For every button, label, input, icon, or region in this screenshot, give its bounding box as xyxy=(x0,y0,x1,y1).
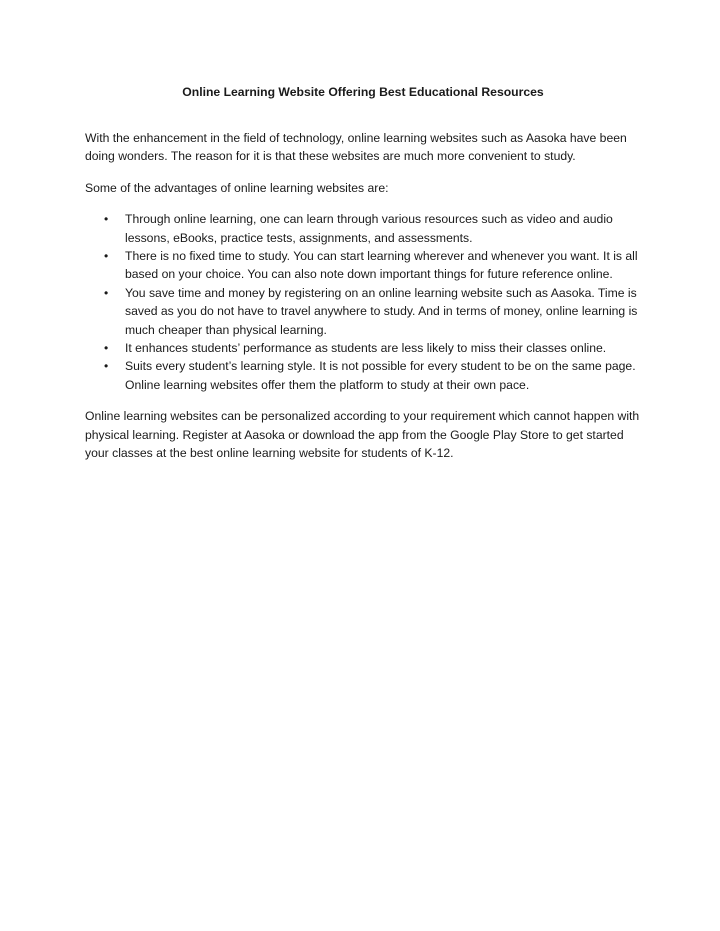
bullet-icon xyxy=(104,339,108,357)
list-item-text: There is no fixed time to study. You can start learning wherever and whenever you want. It is all based on your choice. You can also note down important things for future reference online. xyxy=(125,249,638,282)
list-item-text: You save time and money by registering on an online learning website such as Aasoka. Time is saved as you do not have to travel anywhere to study. And in terms of money, online learning is much cheaper than physical learning. xyxy=(125,285,638,337)
bullet-icon xyxy=(104,247,108,265)
intro-paragraph: With the enhancement in the field of technology, online learning websites such as Aasoka have been doing wonders. The reason for it is that these websites are much more convenient to study. xyxy=(85,131,627,164)
list-item xyxy=(85,357,641,394)
list-item-text: It enhances students’ performance as students are less likely to miss their classes online. xyxy=(125,341,607,356)
document-page xyxy=(85,83,641,476)
list-item-text: Through online learning, one can learn through various resources such as video and audio lessons, eBooks, practice tests, assignments, and assessments. xyxy=(125,212,613,245)
lead-in-paragraph: Some of the advantages of online learning websites are: xyxy=(85,180,389,195)
bullet-icon xyxy=(104,357,108,375)
document-title: Online Learning Website Offering Best Educational Resources xyxy=(182,85,544,99)
conclusion-paragraph: Online learning websites can be personalized according to your requirement which cannot happen with physical learning. Register at Aasoka or download the app from the Google Play Store to get started your classes at the best online learning website for students of K-12. xyxy=(85,409,640,461)
bullet-icon xyxy=(104,284,108,302)
list-item xyxy=(85,210,641,247)
list-item xyxy=(85,247,641,284)
list-item xyxy=(85,339,641,357)
bullet-icon xyxy=(104,210,108,228)
list-item-text: Suits every student’s learning style. It is not possible for every student to be on the same page. Online learning websites offer them the platform to study at their own pace. xyxy=(125,359,636,392)
list-item xyxy=(85,284,641,339)
advantages-list xyxy=(85,210,641,394)
